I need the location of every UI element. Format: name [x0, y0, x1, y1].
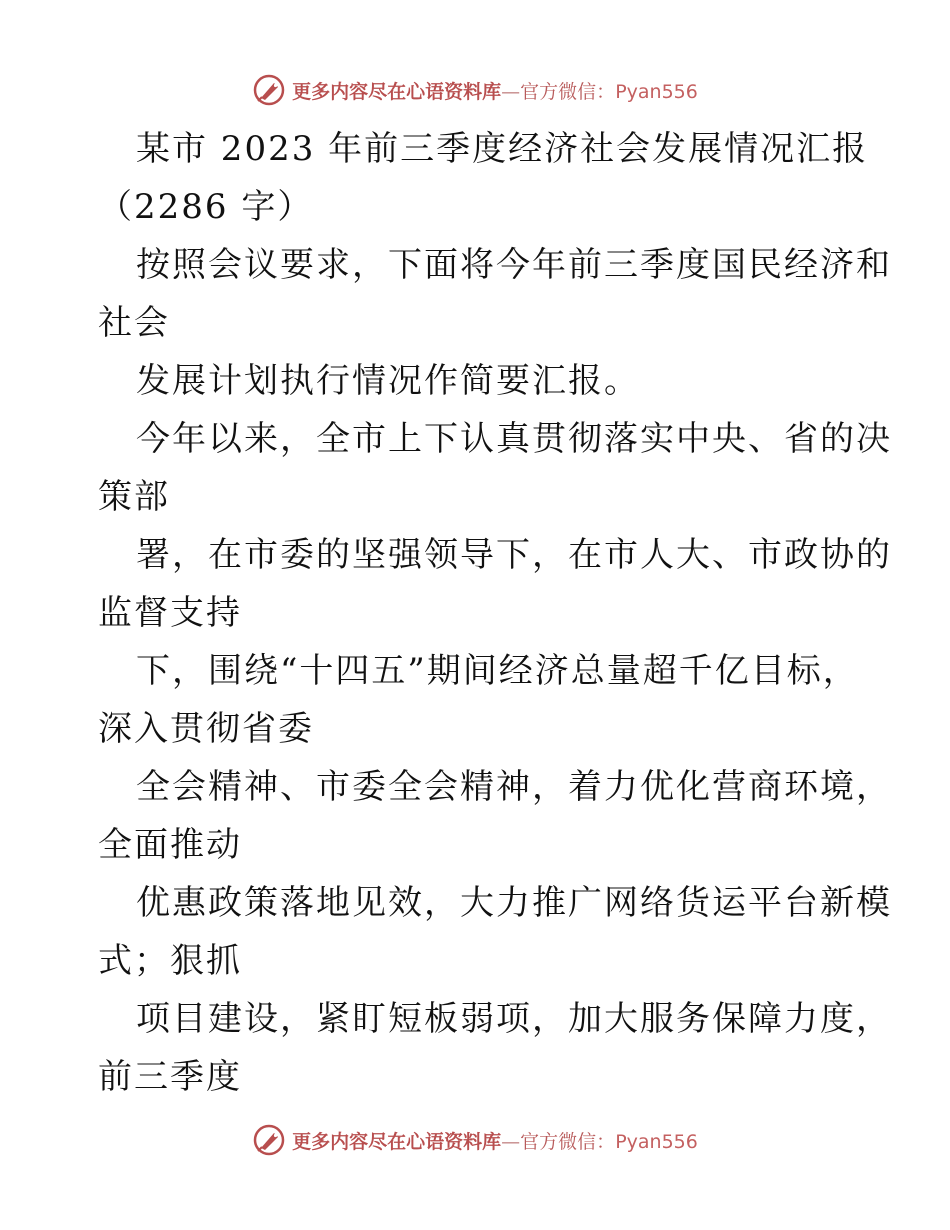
text-line: 式；狠抓 — [98, 941, 242, 981]
banner-label: 官方微信： — [520, 1130, 616, 1153]
banner-handle: Pyan556 — [615, 1130, 698, 1153]
banner-main-text: 更多内容尽在心语资料库 — [292, 80, 502, 103]
text-line: 全面推动 — [98, 825, 242, 865]
banner-separator: — — [501, 80, 521, 103]
footer-banner — [0, 1120, 950, 1160]
banner-main-text: 更多内容尽在心语资料库 — [292, 1130, 502, 1153]
text-line: 某市 2023 年前三季度经济社会发展情况汇报 — [136, 129, 869, 169]
header-banner — [0, 70, 950, 110]
text-line: （2286 字） — [98, 187, 314, 227]
text-line: 今年以来，全市上下认真贯彻落实中央、省的决 — [136, 419, 892, 459]
fountain-pen-logo-icon — [252, 73, 286, 107]
text-line: 发展计划执行情况作简要汇报。 — [136, 361, 640, 401]
text-line: 全会精神、市委全会精神，着力优化营商环境， — [136, 767, 892, 807]
text-line: 策部 — [98, 477, 170, 517]
text-line: 前三季度 — [98, 1057, 242, 1097]
text-line: 优惠政策落地见效，大力推广网络货运平台新模 — [136, 883, 892, 923]
text-line: 监督支持 — [98, 593, 242, 633]
banner-text — [292, 1127, 698, 1154]
fountain-pen-logo-icon — [252, 1123, 286, 1157]
banner-text — [292, 77, 698, 104]
text-line: 按照会议要求，下面将今年前三季度国民经济和 — [136, 245, 892, 285]
banner-label: 官方微信： — [520, 80, 616, 103]
banner-handle: Pyan556 — [615, 80, 698, 103]
document-body — [98, 120, 892, 1106]
text-line: 项目建设，紧盯短板弱项，加大服务保障力度， — [136, 999, 892, 1039]
text-line: 深入贯彻省委 — [98, 709, 314, 749]
text-line: 下，围绕“十四五”期间经济总量超千亿目标， — [136, 651, 859, 691]
banner-separator: — — [501, 1130, 521, 1153]
text-line: 署，在市委的坚强领导下，在市人大、市政协的 — [136, 535, 892, 575]
text-line: 社会 — [98, 303, 170, 343]
